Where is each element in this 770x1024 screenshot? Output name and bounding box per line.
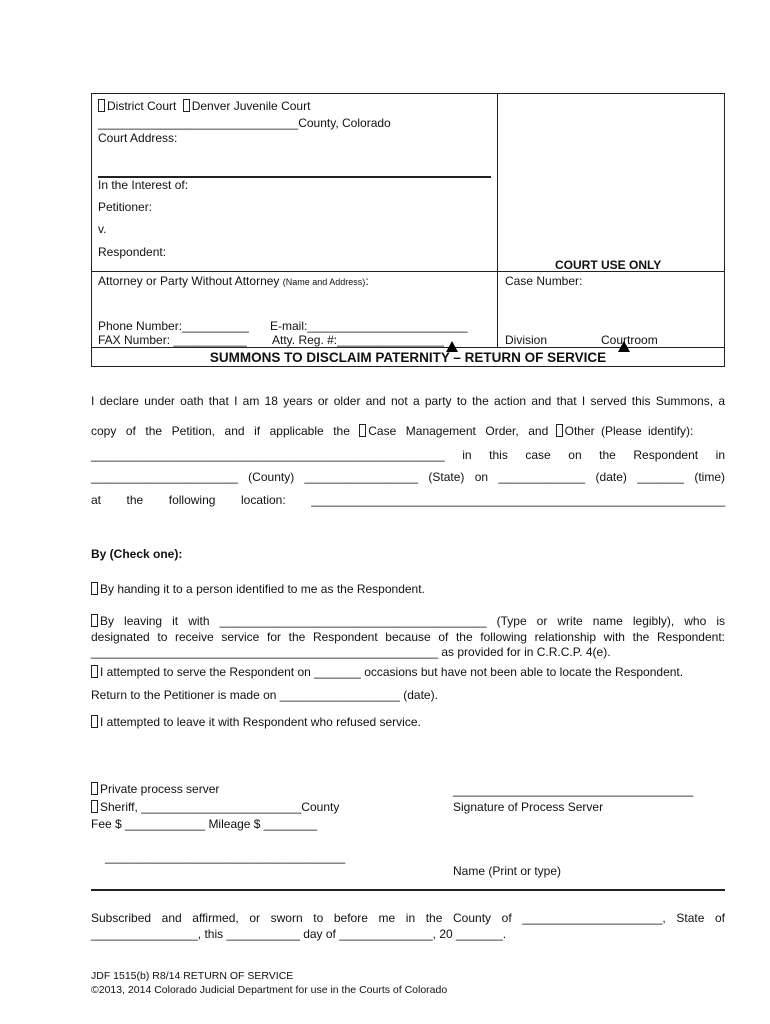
court-use-only: COURT USE ONLY	[555, 258, 662, 272]
page-title: SUMMONS TO DISCLAIM PATERNITY – RETURN OF SERVICE	[209, 350, 607, 365]
check-heading: By (Check one):	[91, 547, 183, 561]
sheriff-label: Sheriff, ________________________County	[100, 800, 340, 814]
court-address-label: Court Address:	[98, 131, 178, 145]
attempted-label: I attempted to serve the Respondent on _______ occasions but have not been able to locate the Respondent.	[100, 665, 684, 679]
option-handing	[91, 582, 425, 596]
district-court-checkbox[interactable]	[98, 99, 105, 112]
atty-reg-field: Atty. Reg. #:________________	[272, 333, 444, 347]
attorney-text: Attorney or Party Without Attorney	[98, 274, 280, 288]
private-server-option	[91, 782, 219, 796]
sheriff-checkbox[interactable]	[91, 800, 98, 813]
declaration-line-1: I declare under oath that I am 18 years or older and not a party to the action and that I served this Summons, a	[91, 394, 725, 408]
name-label: Name (Print or type)	[453, 864, 562, 878]
case-number-label: Case Number:	[505, 274, 583, 288]
subscribed-line-1: Subscribed and affirmed, or sworn to before me in the County of _____________________, State of	[91, 911, 725, 925]
court-type-row	[98, 99, 310, 113]
divider	[91, 889, 725, 891]
courtroom-label: Courtroom	[601, 333, 658, 347]
return-date-line: Return to the Petitioner is made on __________________ (date).	[91, 688, 438, 702]
declaration-line-3: _____________________________________________________ in this case on the Respondent in	[91, 448, 725, 462]
server-blank-line: ____________________________________	[105, 850, 346, 864]
denver-juvenile-label: Denver Juvenile Court	[191, 99, 311, 113]
other-label: Other (Please identify):	[564, 424, 694, 438]
declaration-line-2	[91, 424, 693, 438]
attorney-colon: :	[365, 274, 369, 288]
leaving-checkbox[interactable]	[91, 614, 98, 627]
declaration-line-4: ______________________ (County) _________________ (State) on _____________ (date) _______ (time)	[91, 470, 725, 484]
leaving-line-2: designated to receive service for the Respondent because of the following relationship with the Respondent:	[91, 630, 725, 644]
attorney-small-text: (Name and Address)	[282, 277, 366, 287]
option-refused	[91, 715, 421, 729]
attorney-label	[98, 274, 369, 288]
footer-form-id: JDF 1515(b) R8/14 RETURN OF SERVICE	[91, 970, 294, 982]
phone-field: Phone Number:__________	[98, 319, 249, 333]
county-line: ______________________________County, Colorado	[98, 116, 391, 130]
handing-label: By handing it to a person identified to me as the Respondent.	[100, 582, 425, 596]
v-label: v.	[98, 222, 107, 236]
option-attempted	[91, 665, 683, 679]
case-mgmt-checkbox[interactable]	[359, 424, 366, 437]
district-court-label: District Court	[107, 99, 177, 113]
other-checkbox[interactable]	[556, 424, 563, 437]
leaving-line-3: ____________________________________________________ as provided for in C.R.C.P. 4(e).	[91, 645, 611, 659]
signature-line: ____________________________________	[453, 783, 694, 797]
refused-checkbox[interactable]	[91, 715, 98, 728]
denver-juvenile-checkbox[interactable]	[183, 99, 190, 112]
petitioner-label: Petitioner:	[98, 200, 153, 214]
private-server-label: Private process server	[100, 782, 220, 796]
attempted-checkbox[interactable]	[91, 665, 98, 678]
leaving-line-1: By leaving it with ________________________________________ (Type or write name legibly), who is	[100, 614, 725, 628]
signature-label: Signature of Process Server	[453, 800, 604, 814]
declaration-line-2a: copy of the Petition, and if applicable the	[91, 424, 350, 438]
subscribed-line-2: ________________, this ___________ day of ______________, 20 _______.	[91, 927, 507, 941]
case-mgmt-label: Case Management Order, and	[368, 424, 549, 438]
fax-field: FAX Number: ___________	[98, 333, 247, 347]
private-server-checkbox[interactable]	[91, 782, 98, 795]
footer-copyright: ©2013, 2014 Colorado Judicial Department for use in the Courts of Colorado	[91, 984, 448, 996]
division-label: Division	[505, 333, 548, 347]
sheriff-option	[91, 800, 339, 814]
respondent-label: Respondent:	[98, 245, 167, 259]
handing-checkbox[interactable]	[91, 582, 98, 595]
in-interest-label: In the Interest of:	[98, 178, 189, 192]
refused-label: I attempted to leave it with Respondent who refused service.	[100, 715, 421, 729]
email-field: E-mail:________________________	[270, 319, 468, 333]
declaration-line-5: at the following location: ______________________________________________________________	[91, 493, 725, 507]
fee-mileage: Fee $ ____________ Mileage $ ________	[91, 817, 318, 831]
